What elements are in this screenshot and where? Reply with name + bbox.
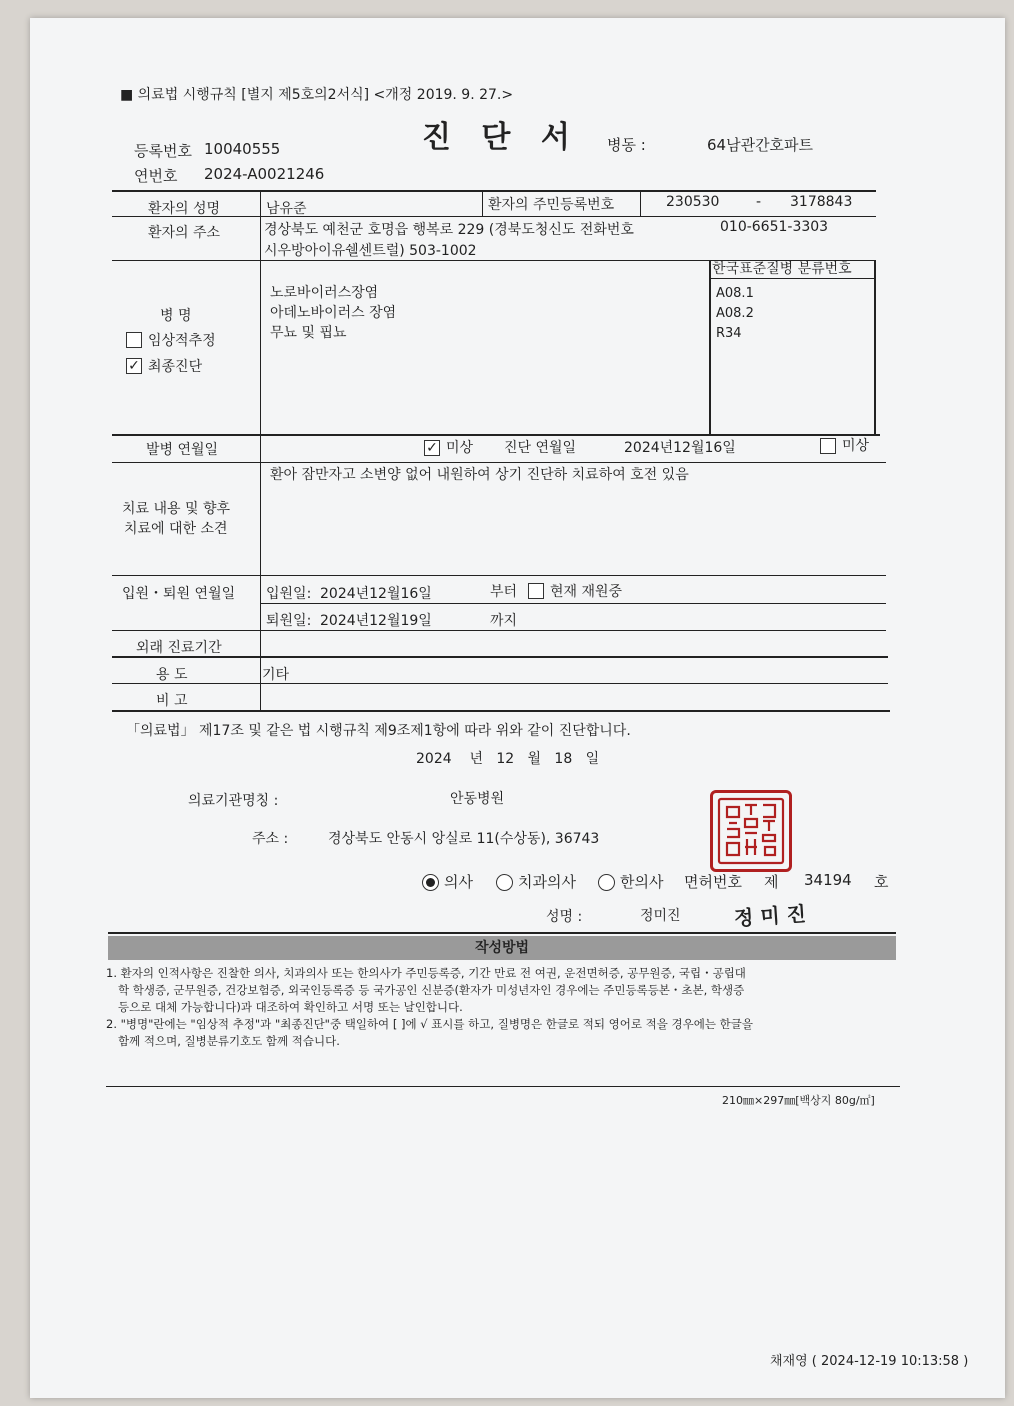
instructions-bottom-border [106, 1086, 900, 1087]
cert-day-unit: 일 [585, 751, 600, 767]
seal-pattern [713, 793, 789, 869]
patient-rrn-label: 환자의 주민등록번호 [488, 197, 615, 213]
patient-name-label: 환자의 성명 [148, 201, 221, 217]
hospital-name-label: 의료기관명칭 : [188, 793, 279, 809]
final-diagnosis-label: 최종진단 [148, 359, 203, 375]
purpose-value: 기타 [262, 667, 290, 683]
cert-day: 18 [554, 751, 573, 767]
currently-admitted-checkbox[interactable] [528, 583, 544, 599]
instruction-1-line2: 학 학생증, 군무원증, 건강보험증, 외국인등록증 등 국가공인 신분증(환자가 미성년자인 경우에는 주민등록등본・초본, 학생증 [118, 983, 745, 997]
cert-month-unit: 월 [527, 751, 542, 767]
document-title: 진 단 서 [422, 120, 580, 155]
currently-admitted-label: 현재 재원중 [550, 584, 623, 600]
disease-name-3: 무뇨 및 핍뇨 [270, 325, 347, 341]
table-rule [112, 462, 886, 463]
cert-month: 12 [496, 751, 515, 767]
instructions-body [106, 965, 753, 1050]
diagnosis-unknown-checkbox[interactable] [820, 438, 836, 454]
doctor-signature: 정 미 진 [733, 901, 807, 931]
table-rule [112, 216, 876, 217]
admission-date: 2024년12월16일 [320, 586, 432, 602]
instruction-2-line2: 함께 적으며, 질병분류기호도 함께 적습니다. [118, 1034, 340, 1048]
instructions-top-border [108, 932, 896, 934]
onset-unknown-checkbox[interactable]: ✓ [424, 440, 440, 456]
patient-phone: 010-6651-3303 [720, 219, 829, 235]
instruction-1-line3: 등으로 대체 가능합니다)과 대조하여 확인하고 서명 또는 날인합니다. [118, 1000, 463, 1014]
outpatient-period-label: 외래 진료기간 [136, 640, 222, 656]
ward-label: 병동 : [607, 136, 646, 154]
hospital-address: 경상북도 안동시 앙실로 11(수상동), 36743 [328, 831, 600, 847]
clinical-estimate-label: 임상적추정 [148, 333, 216, 349]
discharge-date-label: 퇴원일: [266, 613, 312, 629]
doctor-type-radio[interactable] [422, 874, 439, 891]
table-column-divider [640, 190, 641, 216]
instruction-2-line1: 2. "병명"란에는 "임상적 추정"과 "최종진단"중 택일하여 [ ]에 √ 표시를 하고, 질병명은 한글로 적되 영어로 적을 경우에는 한글을 [106, 1017, 753, 1031]
onset-unknown-label: 미상 [446, 440, 474, 456]
disease-label: 병 명 [160, 308, 192, 324]
table-top-border [112, 190, 876, 192]
paper-specification: 210㎜×297㎜[백상지 80g/㎡] [722, 1094, 875, 1107]
serial-number: 2024-A0021246 [204, 165, 325, 183]
printed-by: 채재영 ( 2024-12-19 10:13:58 ) [770, 1354, 969, 1369]
cert-year-unit: 년 [469, 751, 483, 767]
table-column-divider [709, 260, 711, 434]
oriental-doctor-type-radio[interactable] [598, 874, 615, 891]
patient-address-line1: 경상북도 예천군 호명읍 행복로 229 (경북도청신도 전화번호 [264, 222, 634, 238]
patient-rrn-back: 3178843 [790, 194, 853, 210]
hospital-name: 안동병원 [450, 791, 505, 807]
table-rule [112, 434, 880, 436]
registration-number-label: 등록번호 [134, 142, 192, 160]
clinical-estimate-checkbox[interactable] [126, 332, 142, 348]
license-suffix: 호 [874, 873, 889, 891]
final-diagnosis-checkbox[interactable]: ✓ [126, 358, 142, 374]
form-reference: ■ 의료법 시행규칙 [별지 제5호의2서식] <개정 2019. 9. 27.> [120, 87, 514, 103]
diagnosis-date: 2024년12월16일 [624, 440, 736, 456]
disease-code-1: A08.1 [716, 286, 754, 301]
ward-value: 64남관간호파트 [707, 136, 814, 154]
table-column-divider [874, 260, 876, 434]
disease-code-label: 한국표준질병 분류번호 [712, 261, 852, 277]
table-rule [112, 575, 886, 576]
admission-date-label: 입원일: [266, 586, 312, 602]
disease-code-3: R34 [716, 326, 742, 341]
patient-rrn-front: 230530 [666, 194, 720, 210]
license-prefix: 제 [764, 873, 779, 891]
doctor-name: 정미진 [640, 908, 681, 924]
table-rule [710, 278, 876, 279]
hospital-address-label: 주소 : [252, 831, 289, 847]
dentist-type-label: 치과의사 [518, 873, 576, 891]
license-number: 34194 [804, 871, 852, 889]
admission-label: 입원・퇴원 연월일 [122, 586, 236, 602]
table-column-divider [482, 190, 483, 216]
disease-name-1: 노로바이러스장염 [270, 285, 379, 301]
license-label: 면허번호 [684, 873, 742, 891]
discharge-date: 2024년12월19일 [320, 613, 432, 629]
table-rule [260, 603, 886, 604]
registration-number: 10040555 [204, 140, 281, 158]
dentist-type-radio[interactable] [496, 874, 513, 891]
treatment-label-line1: 치료 내용 및 향후 [122, 501, 231, 517]
admission-from: 부터 [490, 584, 518, 600]
oriental-doctor-type-label: 한의사 [620, 873, 664, 891]
disease-code-2: A08.2 [716, 306, 754, 321]
patient-rrn-dash: - [756, 194, 762, 210]
patient-address-line2: 시우방아이유쉘센트럴) 503-1002 [264, 243, 477, 259]
instruction-1-line1: 1. 환자의 인적사항은 진찰한 의사, 치과의사 또는 한의사가 주민등록증, 기간 만료 전 여권, 운전면허증, 공무원증, 국립・공립대 [106, 966, 746, 980]
hospital-seal-stamp [710, 790, 792, 872]
patient-name: 남유준 [266, 201, 307, 217]
onset-date-label: 발병 연월일 [146, 442, 219, 458]
doctor-type-label: 의사 [444, 873, 473, 891]
disease-name-2: 아데노바이러스 장염 [270, 305, 397, 321]
table-bottom-border [112, 710, 890, 712]
doctor-name-label: 성명 : [546, 909, 583, 925]
instructions-title: 작성방법 [108, 936, 896, 960]
treatment-label-line2: 치료에 대한 소견 [124, 521, 228, 537]
diagnosis-date-label: 진단 연월일 [504, 440, 577, 456]
table-rule [112, 683, 888, 684]
cert-year: 2024 [416, 751, 452, 767]
patient-address-label: 환자의 주소 [148, 225, 221, 241]
serial-number-label: 연번호 [134, 167, 178, 185]
purpose-label: 용 도 [156, 667, 188, 683]
treatment-opinion: 환아 잠만자고 소변양 없어 내원하여 상기 진단하 치료하여 호전 있음 [270, 467, 689, 483]
document-page [30, 18, 1005, 1398]
table-column-divider [260, 190, 261, 710]
certification-date [416, 748, 599, 768]
table-rule [112, 630, 886, 631]
table-rule [112, 656, 888, 658]
remarks-label: 비 고 [156, 693, 188, 709]
diagnosis-unknown-label: 미상 [842, 438, 870, 454]
discharge-until: 까지 [490, 613, 518, 629]
certification-statement: 「의료법」 제17조 및 같은 법 시행규칙 제9조제1항에 따라 위와 같이 진단합니다. [126, 723, 631, 739]
